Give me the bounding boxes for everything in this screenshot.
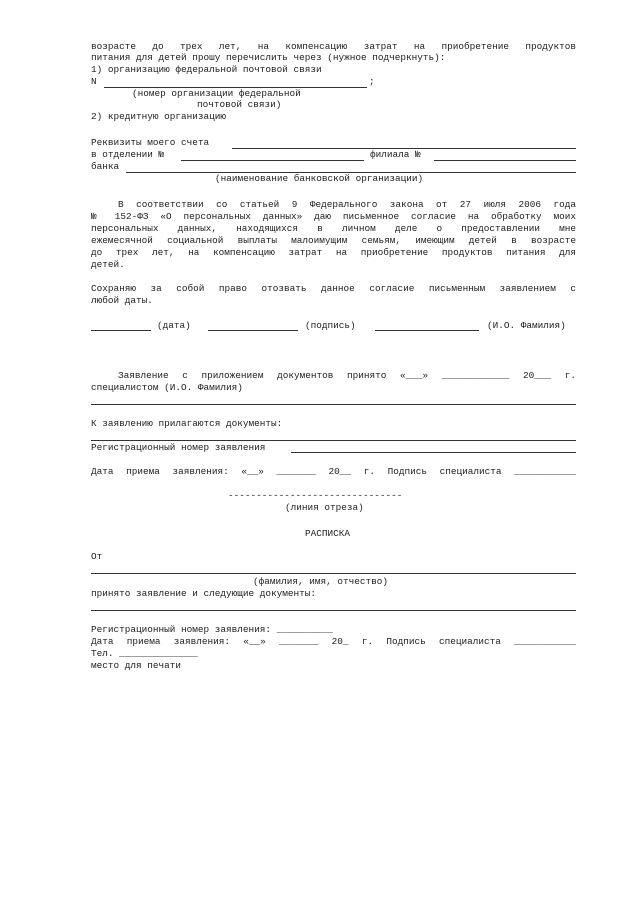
acceptance-line-1: Заявление с приложением документов принято «___» ____________ 20___ г. — [118, 370, 576, 381]
name-field[interactable] — [375, 330, 479, 331]
postal-number-caption-1: (номер организации федеральной — [132, 88, 301, 99]
consent-line-1: В соответствии со статьей 9 Федерального закона от 27 июля 2006 года — [118, 199, 576, 210]
postal-number-caption-2: почтовой связи) — [197, 99, 282, 110]
accepted-docs-label: принято заявление и следующие документы: — [91, 588, 317, 599]
name-caption: (И.О. Фамилия) — [487, 320, 566, 331]
branch-label: филиала № — [370, 149, 421, 160]
attached-docs-label: К заявлению прилагаются документы: — [91, 418, 283, 429]
signature-field[interactable] — [208, 330, 298, 331]
number-prefix: N — [91, 76, 97, 87]
signature-caption: (подпись) — [305, 320, 356, 331]
department-label: в отделении № — [91, 149, 165, 160]
branch-field[interactable] — [434, 160, 576, 161]
acceptance-date-line: Дата приема заявления: «__» _______ 20__ г. Подпись специалиста ___________ — [91, 466, 576, 477]
bank-caption: (наименование банковской организации) — [215, 173, 424, 184]
option-postal: 1) организацию федеральной почтовой связи — [91, 64, 322, 75]
reg-number-label: Регистрационный номер заявления — [91, 442, 266, 453]
reg-number-field[interactable] — [291, 452, 576, 453]
from-label: От — [91, 551, 103, 562]
receipt-date-line: Дата приема заявления: «__» _______ 20_ г. Подпись специалиста ___________ — [91, 636, 576, 647]
receipt-reg-number: Регистрационный номер заявления: __________ — [91, 624, 333, 635]
number-suffix: ; — [369, 76, 375, 87]
acceptance-line-2: специалистом (И.О. Фамилия) — [91, 382, 243, 393]
account-label: Реквизиты моего счета — [91, 137, 210, 148]
consent-line-2: № 152-ФЗ «О персональных данных» даю письменное согласие на обработку моих — [91, 211, 576, 222]
intro-line-2: питания для детей прошу перечислить через (нужное подчеркнуть): — [91, 52, 446, 63]
consent-line-5: до трех лет, на компенсацию затрат на приобретение продуктов питания для — [91, 247, 576, 258]
acceptance-rule — [91, 404, 576, 405]
accepted-docs-field[interactable] — [91, 610, 576, 611]
date-caption: (дата) — [157, 320, 191, 331]
receipt-phone: Тел. ______________ — [91, 648, 198, 659]
consent-line-3: персональных данных, находящихся в личном деле о предоставлении мне — [91, 223, 576, 234]
bank-label: банка — [91, 161, 120, 172]
consent-last-line: детей. — [91, 259, 125, 270]
revoke-line-1: Сохраняю за собой право отозвать данное согласие письменным заявлением с — [91, 283, 576, 294]
department-field[interactable] — [181, 160, 364, 161]
consent-line-4: ежемесячной социальной выплаты малоимущим семьям, имеющим детей в возрасте — [91, 235, 576, 246]
intro-line-1: возрасте до трех лет, на компенсацию затрат на приобретение продуктов — [91, 41, 576, 52]
receipt-title: РАСПИСКА — [305, 528, 351, 539]
cut-caption: (линия отреза) — [285, 502, 364, 513]
option-bank: 2) кредитную организацию — [91, 111, 227, 122]
cut-dashes: ------------------------------- — [228, 490, 403, 501]
attached-docs-field[interactable] — [91, 440, 576, 441]
fio-field[interactable] — [91, 573, 576, 574]
date-field[interactable] — [91, 330, 151, 331]
stamp-place: место для печати — [91, 660, 182, 671]
revoke-line-2: любой даты. — [91, 295, 153, 306]
fio-caption: (фамилия, имя, отчество) — [253, 576, 389, 587]
